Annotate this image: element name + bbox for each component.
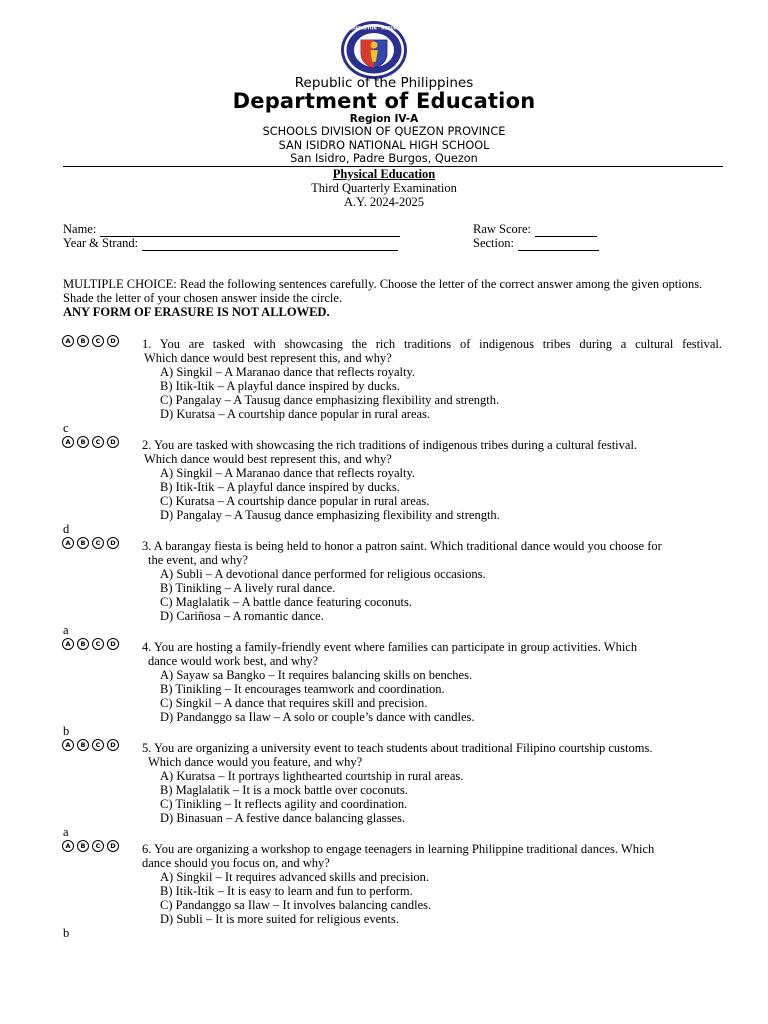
division-line: SCHOOLS DIVISION OF QUEZON PROVINCE: [262, 125, 506, 138]
option-c: C) Maglalatik – A battle dance featuring coconuts.: [160, 595, 413, 609]
option-a: A) Singkil – It requires advanced skills and precision.: [160, 870, 430, 884]
answer-bubbles[interactable]: [62, 638, 119, 650]
answer-key: d: [63, 522, 70, 536]
answer-key: c: [63, 421, 69, 435]
bubble-b[interactable]: B: [77, 335, 89, 347]
bubble-c[interactable]: C: [92, 436, 104, 448]
bubble-d[interactable]: D: [107, 537, 119, 549]
address-line: San Isidro, Padre Burgos, Quezon: [290, 152, 478, 165]
year-strand-blank[interactable]: [142, 239, 398, 251]
question-text-cont: Which dance would best represent this, and why?: [144, 452, 392, 466]
question-text: 3. A barangay fiesta is being held to honor a patron saint. Which traditional dance would you choose for: [142, 539, 662, 553]
seal-lettering: KAGAWARAN NG EDUKASYON · REPUBLIKA NG PILIPINAS: [307, 25, 441, 31]
bubble-a[interactable]: A: [62, 638, 74, 650]
subject-title: Physical Education: [332, 167, 436, 181]
bubble-b[interactable]: B: [77, 739, 89, 751]
answer-key: a: [63, 623, 69, 637]
bubble-b[interactable]: B: [77, 840, 89, 852]
question-text: 1. You are tasked with showcasing the rich traditions of indigenous tribes during a cultural festival.: [142, 337, 722, 351]
year-strand-field[interactable]: [63, 236, 398, 251]
answer-bubbles[interactable]: [62, 335, 119, 347]
option-d: D) Pandanggo sa Ilaw – A solo or couple’s dance with candles.: [160, 710, 475, 724]
question-text: 2. You are tasked with showcasing the rich traditions of indigenous tribes during a cultural festival.: [142, 438, 638, 452]
region-line: Region IV-A: [349, 113, 419, 125]
option-d: D) Binasuan – A festive dance balancing glasses.: [160, 811, 406, 825]
question-text: 5. You are organizing a university event to teach students about traditional Filipino courtship customs.: [142, 741, 653, 755]
option-c: C) Tinikling – It reflects agility and coordination.: [160, 797, 408, 811]
bubble-d[interactable]: D: [107, 840, 119, 852]
section-label: Section:: [473, 236, 514, 250]
bubble-d[interactable]: D: [107, 436, 119, 448]
question-text-cont: dance should you focus on, and why?: [142, 856, 330, 870]
option-b: B) Tinikling – A lively rural dance.: [160, 581, 336, 595]
option-d: D) Pangalay – A Tausug dance emphasizing flexibility and strength.: [160, 508, 500, 522]
section-blank[interactable]: [518, 239, 599, 251]
option-a: A) Kuratsa – It portrays lighthearted courtship in rural areas.: [160, 769, 464, 783]
instructions: MULTIPLE CHOICE: Read the following sentences carefully. Choose the letter of the correct answer among the given options. Shade the letter of your chosen answer inside the circle.: [63, 277, 703, 305]
option-c: C) Singkil – A dance that requires skill and precision.: [160, 696, 428, 710]
bubble-c[interactable]: C: [92, 537, 104, 549]
erasure-warning: ANY FORM OF ERASURE IS NOT ALLOWED.: [63, 305, 330, 319]
option-a: A) Singkil – A Maranao dance that reflects royalty.: [160, 466, 416, 480]
bubble-a[interactable]: A: [62, 436, 74, 448]
bubble-b[interactable]: B: [77, 436, 89, 448]
academic-year: A.Y. 2024-2025: [344, 195, 424, 209]
option-d: D) Subli – It is more suited for religious events.: [160, 912, 399, 926]
bubble-a[interactable]: A: [62, 840, 74, 852]
year-strand-label: Year & Strand:: [63, 236, 139, 250]
option-a: A) Subli – A devotional dance performed for religious occasions.: [160, 567, 486, 581]
bubble-a[interactable]: A: [62, 335, 74, 347]
question-text-cont: Which dance would best represent this, and why?: [144, 351, 392, 365]
option-c: C) Kuratsa – A courtship dance popular in rural areas.: [160, 494, 430, 508]
answer-bubbles[interactable]: [62, 537, 119, 549]
bubble-d[interactable]: D: [107, 335, 119, 347]
option-d: D) Cariñosa – A romantic dance.: [160, 609, 324, 623]
option-a: A) Sayaw sa Bangko – It requires balancing skills on benches.: [160, 668, 473, 682]
question-text-cont: Which dance would you feature, and why?: [148, 755, 363, 769]
bubble-c[interactable]: C: [92, 739, 104, 751]
answer-bubbles[interactable]: [62, 840, 119, 852]
name-field[interactable]: [63, 222, 400, 237]
bubble-c[interactable]: C: [92, 638, 104, 650]
raw-score-label: Raw Score:: [473, 222, 531, 236]
option-b: B) Tinikling – It encourages teamwork and coordination.: [160, 682, 445, 696]
answer-key: b: [63, 926, 70, 940]
answer-key: a: [63, 825, 69, 839]
deped-seal-icon: [307, 20, 441, 80]
bubble-c[interactable]: C: [92, 335, 104, 347]
bubble-a[interactable]: A: [62, 739, 74, 751]
raw-score-field[interactable]: [473, 222, 597, 237]
question-text: 4. You are hosting a family-friendly event where families can participate in group activities. Which: [142, 640, 638, 654]
option-b: B) Itik-Itik – A playful dance inspired by ducks.: [160, 480, 400, 494]
answer-bubbles[interactable]: [62, 436, 119, 448]
bubble-d[interactable]: D: [107, 638, 119, 650]
bubble-d[interactable]: D: [107, 739, 119, 751]
question-text-cont: dance would work best, and why?: [148, 654, 319, 668]
exam-title: Third Quarterly Examination: [311, 181, 457, 195]
answer-bubbles[interactable]: [62, 739, 119, 751]
bubble-a[interactable]: A: [62, 537, 74, 549]
option-b: B) Itik-Itik – It is easy to learn and fun to perform.: [160, 884, 413, 898]
option-b: B) Itik-Itik – A playful dance inspired by ducks.: [160, 379, 400, 393]
department-title: Department of Education: [232, 89, 536, 113]
republic-line: Republic of the Philippines: [294, 75, 474, 91]
bubble-b[interactable]: B: [77, 638, 89, 650]
question-text-cont: the event, and why?: [148, 553, 248, 567]
answer-key: b: [63, 724, 70, 738]
option-c: C) Pandanggo sa Ilaw – It involves balancing candles.: [160, 898, 432, 912]
option-b: B) Maglalatik – It is a mock battle over coconuts.: [160, 783, 408, 797]
school-line: SAN ISIDRO NATIONAL HIGH SCHOOL: [278, 139, 490, 152]
option-c: C) Pangalay – A Tausug dance emphasizing flexibility and strength.: [160, 393, 500, 407]
option-a: A) Singkil – A Maranao dance that reflects royalty.: [160, 365, 416, 379]
bubble-c[interactable]: C: [92, 840, 104, 852]
section-field[interactable]: [473, 236, 599, 251]
name-label: Name:: [63, 222, 97, 236]
question-text: 6. You are organizing a workshop to engage teenagers in learning Philippine traditional dances. Which: [142, 842, 655, 856]
option-d: D) Kuratsa – A courtship dance popular in rural areas.: [160, 407, 431, 421]
bubble-b[interactable]: B: [77, 537, 89, 549]
